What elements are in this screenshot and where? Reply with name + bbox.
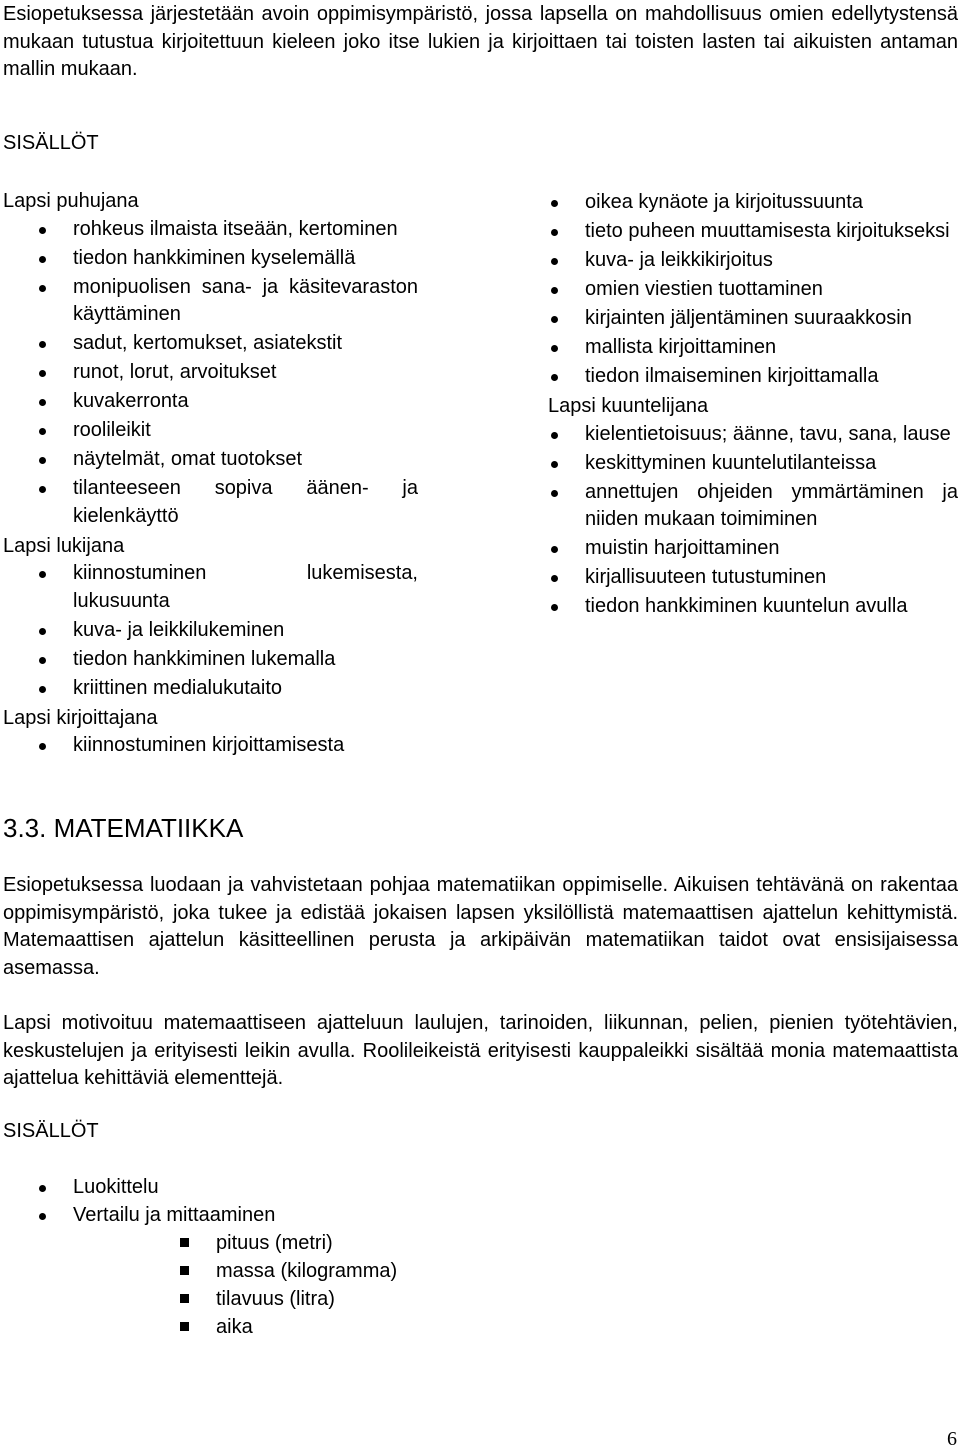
bullet-icon bbox=[551, 461, 558, 468]
section-title-matematiikka: 3.3. MATEMATIIKKA bbox=[3, 813, 244, 843]
bullet-icon bbox=[39, 628, 46, 635]
bullet-icon bbox=[39, 256, 46, 263]
list-item: kuvakerronta bbox=[3, 388, 418, 416]
list-item: tiedon ilmaiseminen kirjoittamalla bbox=[548, 363, 958, 391]
list-item: tiedon hankkiminen kuuntelun avulla bbox=[548, 593, 958, 621]
section-heading-sisallot: SISÄLLÖT bbox=[3, 132, 99, 154]
list-item: kriittinen medialukutaito bbox=[3, 675, 418, 703]
list-item: tiedon hankkiminen lukemalla bbox=[3, 646, 418, 674]
list-item: kirjainten jäljentäminen suuraakkosin bbox=[548, 305, 958, 333]
list-item: kirjallisuuteen tutustuminen bbox=[548, 564, 958, 592]
measurement-sublist bbox=[3, 1230, 603, 1342]
intro-paragraph: Esiopetuksessa järjestetään avoin oppimisympäristö, jossa lapsella on mahdollisuus omien edellytystensä mukaan tutustua kirjoitettuun kieleen joko itse lukien ja kirjoittaen tai toisten lasten tai aikuisten antaman mallin mukaan. bbox=[3, 3, 958, 80]
bullet-icon bbox=[551, 575, 558, 582]
list-item: näytelmät, omat tuotokset bbox=[3, 446, 418, 474]
bullet-icon bbox=[39, 486, 46, 493]
square-bullet-icon bbox=[180, 1322, 189, 1331]
bullet-icon bbox=[39, 686, 46, 693]
list-item: rohkeus ilmaista itseään, kertominen bbox=[3, 216, 418, 244]
bullet-icon bbox=[39, 1213, 46, 1220]
math-paragraph-1: Esiopetuksessa luodaan ja vahvistetaan pohjaa matematiikan oppimiselle. Aikuisen tehtävänä on rakentaa oppimisympäristö, joka tukee ja edistää jokaisen lapsen yksilöllistä matemaattisen ajattelun kehittymistä. Matemaattisen ajattelun käsitteellinen perusta ja arkipäivän matematiikan taidot ovat ensisijaisessa asemassa. bbox=[3, 874, 958, 979]
sublist-item: massa (kilogramma) bbox=[3, 1258, 603, 1286]
puhujana-list bbox=[3, 216, 418, 531]
left-column bbox=[3, 187, 418, 761]
bullet-icon bbox=[39, 571, 46, 578]
bullet-icon bbox=[551, 316, 558, 323]
kuuntelijana-list bbox=[548, 421, 958, 621]
list-item: muistin harjoittaminen bbox=[548, 535, 958, 563]
bullet-icon bbox=[39, 370, 46, 377]
list-item: omien viestien tuottaminen bbox=[548, 276, 958, 304]
bullet-icon bbox=[551, 432, 558, 439]
list-item: tiedon hankkiminen kyselemällä bbox=[3, 245, 418, 273]
list-item: annettujen ohjeiden ymmärtäminen ja niiden mukaan toimiminen bbox=[548, 479, 958, 534]
bullet-icon bbox=[39, 657, 46, 664]
list-item: kiinnostuminen lukemisesta, lukusuunta bbox=[3, 560, 418, 615]
group-title-kuuntelijana: Lapsi kuuntelijana bbox=[548, 395, 709, 417]
list-item: mallista kirjoittaminen bbox=[548, 334, 958, 362]
bullet-icon bbox=[551, 287, 558, 294]
list-item: Luokittelu bbox=[3, 1174, 603, 1202]
list-item: runot, lorut, arvoitukset bbox=[3, 359, 418, 387]
square-bullet-icon bbox=[180, 1238, 189, 1247]
math-content-list bbox=[3, 1174, 603, 1342]
list-item: kiinnostuminen kirjoittamisesta bbox=[3, 732, 418, 760]
bullet-icon bbox=[551, 229, 558, 236]
right-column bbox=[548, 189, 958, 622]
lukijana-list bbox=[3, 560, 418, 702]
sublist-item: tilavuus (litra) bbox=[3, 1286, 603, 1314]
bullet-icon bbox=[551, 258, 558, 265]
bullet-icon bbox=[39, 341, 46, 348]
kirjoittajana-list bbox=[3, 732, 418, 760]
list-item: kuva- ja leikkilukeminen bbox=[3, 617, 418, 645]
bullet-icon bbox=[551, 345, 558, 352]
kirjoittajana-list-continued bbox=[548, 189, 958, 391]
list-item: Vertailu ja mittaaminen bbox=[3, 1202, 603, 1230]
bullet-icon bbox=[39, 285, 46, 292]
bullet-icon bbox=[551, 490, 558, 497]
group-title-lukijana: Lapsi lukijana bbox=[3, 534, 125, 557]
sublist-item: pituus (metri) bbox=[3, 1230, 603, 1258]
list-item: oikea kynäote ja kirjoitussuunta bbox=[548, 189, 958, 217]
list-item: keskittyminen kuuntelutilanteissa bbox=[548, 450, 958, 478]
bullet-icon bbox=[39, 1185, 46, 1192]
list-item: roolileikit bbox=[3, 417, 418, 445]
bullet-icon bbox=[551, 374, 558, 381]
bullet-icon bbox=[551, 546, 558, 553]
bullet-icon bbox=[39, 457, 46, 464]
list-item: kuva- ja leikkikirjoitus bbox=[548, 247, 958, 275]
bullet-icon bbox=[39, 399, 46, 406]
list-item: sadut, kertomukset, asiatekstit bbox=[3, 330, 418, 358]
section-heading-sisallot-2: SISÄLLÖT bbox=[3, 1120, 99, 1142]
math-topic-list bbox=[3, 1174, 603, 1230]
page-number: 6 bbox=[947, 1428, 957, 1450]
group-title-puhujana: Lapsi puhujana bbox=[3, 190, 139, 212]
bullet-icon bbox=[551, 200, 558, 207]
sublist-item: aika bbox=[3, 1314, 603, 1342]
list-item: monipuolisen sana- ja käsitevaraston käyttäminen bbox=[3, 274, 418, 329]
math-paragraph-2: Lapsi motivoituu matemaattiseen ajatteluun laulujen, tarinoiden, liikunnan, pelien, pienien työtehtävien, keskustelujen ja erityisesti leikin avulla. Roolileikeistä erityisesti kauppaleikki sisältää monia matemaattista ajattelua kehittäviä elementtejä. bbox=[3, 1012, 958, 1089]
square-bullet-icon bbox=[180, 1266, 189, 1275]
group-title-kirjoittajana: Lapsi kirjoittajana bbox=[3, 706, 158, 729]
list-item: tieto puheen muuttamisesta kirjoitukseksi bbox=[548, 218, 958, 246]
bullet-icon bbox=[39, 743, 46, 750]
list-item: kielentietoisuus; äänne, tavu, sana, lause bbox=[548, 421, 958, 449]
square-bullet-icon bbox=[180, 1294, 189, 1303]
bullet-icon bbox=[551, 604, 558, 611]
list-item: tilanteeseen sopiva äänen- ja kielenkäyttö bbox=[3, 475, 418, 530]
bullet-icon bbox=[39, 428, 46, 435]
bullet-icon bbox=[39, 227, 46, 234]
